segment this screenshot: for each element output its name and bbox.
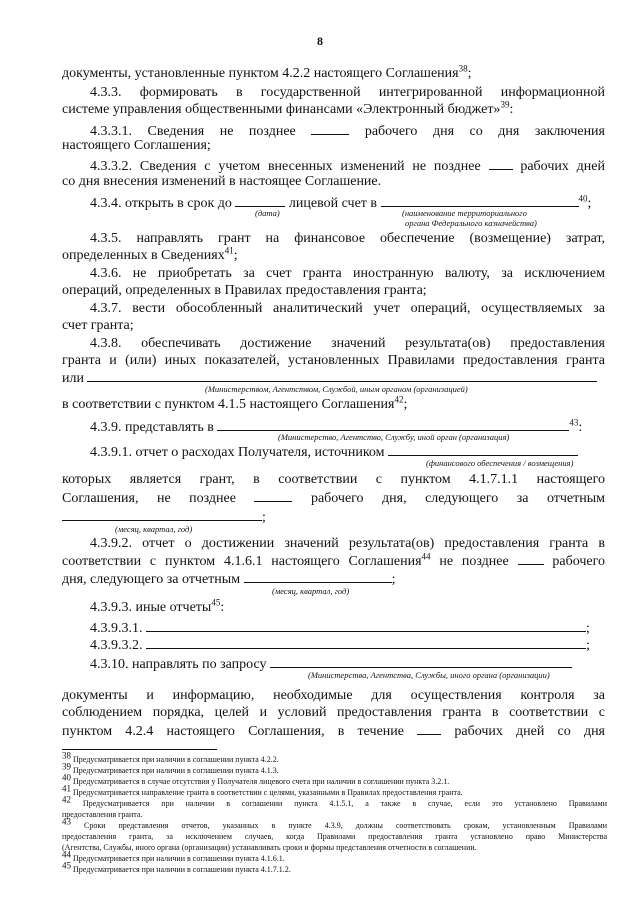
footnote-ref: 42	[394, 394, 404, 405]
field-caption: (Министерством, Агентством, Службой, иным органом (организацией)	[205, 384, 468, 394]
field-caption: (месяц, квартал, год)	[115, 524, 193, 534]
text-line: документы и информацию, необходимые для осуществления контроля за	[62, 688, 605, 703]
footnote: $^{43}$ Сроки представления отчетов, указанных в пункте 4.3.9, должны соответствовать срокам, установленным Правилами	[62, 816, 607, 830]
text-line: 4.3.3.2. Сведения с учетом внесенных изменений не позднее рабочих дней	[90, 159, 605, 174]
text-line: ;	[62, 508, 266, 526]
footnote: $^{45}$ Предусматривается при наличии в соглашении пункта 4.1.7.1.2.	[62, 860, 291, 874]
footnote-cont: предоставления гранта, за исключением случаев, когда Правилами предоставления гранта установлено право Министерства	[62, 832, 607, 841]
field-caption: (дата)	[255, 208, 280, 218]
footnote-ref: 43	[569, 417, 579, 428]
text-line: 4.3.3.1. Сведения не позднее рабочего дня со дня заключения	[90, 124, 605, 139]
text-line: документы, установленные пунктом 4.2.2 настоящего Соглашения$^{38}$;	[62, 63, 472, 81]
text-line: настоящего Соглашения;	[62, 138, 211, 153]
blank-field	[270, 655, 572, 668]
page-number: 8	[317, 34, 323, 48]
text-line: 4.3.7. вести обособленный аналитический учет операций, осуществляемых за	[90, 301, 605, 316]
blank-field	[87, 369, 597, 382]
field-caption: (наименование территориального	[402, 208, 527, 218]
text-line: дня, следующего за отчетным ;	[62, 572, 396, 587]
blank-field	[146, 636, 586, 649]
blank-field	[381, 194, 579, 207]
text-line: пунктом 4.2.4 настоящего Соглашения, в течение рабочих дней со дня	[62, 724, 606, 739]
text-line: 4.3.9.1. отчет о расходах Получателя, источником	[90, 443, 578, 461]
blank-field	[235, 194, 285, 207]
text-line: 4.3.9.3.2. ;	[90, 638, 590, 653]
field-caption: (Министерства, Агентства, Службы, иного органа (организации)	[308, 670, 550, 680]
blank-field	[254, 489, 292, 502]
text-line: которых является грант, в соответствии с пунктом 4.1.7.1.1 настоящего	[62, 472, 605, 487]
field-caption: органа Федерального казначейства)	[405, 218, 537, 228]
blank-field	[244, 570, 392, 583]
text-line: со дня внесения изменений в настоящее Соглашение.	[62, 174, 382, 189]
text-line: в соответствии с пунктом 4.1.5 настоящего Соглашения$^{42}$;	[62, 394, 408, 412]
text-line: соблюдением порядка, целей и условий предоставления гранта в соответствии с	[62, 705, 605, 720]
blank-field	[518, 552, 544, 565]
text-line: 4.3.6. не приобретать за счет гранта иностранную валюту, за исключением	[90, 266, 605, 281]
text-line: 4.3.10. направлять по запросу	[90, 655, 572, 673]
blank-field	[217, 418, 569, 431]
footnote-ref: 38	[458, 63, 468, 74]
footnote: $^{40}$ Предусматривается в случае отсутствия у Получателя лицевого счета при наличии в соглашении пункта 3.2.1.	[62, 772, 450, 786]
text-line: 4.3.5. направлять грант на финансовое обеспечение (возмещение) затрат,	[90, 231, 605, 246]
footnote-ref: 40	[578, 193, 588, 204]
field-caption: (финансового обеспечения / возмещения)	[426, 458, 574, 468]
text-line: определенных в Сведениях$^{41}$;	[62, 245, 238, 263]
footnote-separator	[62, 749, 217, 750]
footnote-cont: (Агентства, Службы, иного органа (организации) устанавливать сроки и формы представления отчетности в соглашении.	[62, 843, 477, 852]
footnote: $^{41}$ Предусматривается направление гранта в соответствии с целями, указанными в Правилах предоставления гранта.	[62, 783, 463, 797]
field-caption: (месяц, квартал, год)	[272, 586, 350, 596]
blank-field	[311, 122, 349, 135]
footnote: $^{38}$ Предусматривается при наличии в соглашении пункта 4.2.2.	[62, 750, 279, 764]
text-line: 4.3.9. представлять в $^{43}$:	[90, 417, 583, 435]
footnote-ref: 44	[421, 551, 431, 562]
blank-field	[489, 157, 513, 170]
blank-field	[62, 508, 262, 521]
text-line: счет гранта;	[62, 318, 134, 333]
text-line: гранта и (или) иных показателей, установленных Правилами предоставления гранта	[62, 353, 605, 368]
blank-field	[417, 722, 441, 735]
blank-field	[388, 443, 578, 456]
footnote-ref: 39	[500, 99, 510, 110]
text-line: 4.3.4. открыть в срок до лицевой счет в $^{40}$;	[90, 193, 592, 211]
text-line: системе управления общественными финансами «Электронный бюджет»$^{39}$:	[62, 99, 514, 117]
field-caption: (Министерство, Агентство, Службу, иной орган (организация)	[278, 432, 510, 442]
text-line: 4.3.8. обеспечивать достижение значений результата(ов) предоставления	[90, 336, 605, 351]
footnote-ref: 41	[224, 245, 234, 256]
footnote: $^{42}$ Предусматривается при наличии в соглашении пункта 4.1.5.1, а также в случае, если это установлено Правилами	[62, 794, 607, 808]
text-line: Соглашения, не позднее рабочего дня, следующего за отчетным	[62, 491, 606, 506]
text-line: 4.3.9.3.1. ;	[90, 621, 590, 636]
text-line: 4.3.9.3. иные отчеты$^{45}$:	[90, 597, 225, 615]
footnote: $^{39}$ Предусматривается при наличии в соглашении пункта 4.1.3.	[62, 761, 279, 775]
text-line: операций, определенных в Правилах предоставления гранта;	[62, 283, 427, 298]
blank-field	[146, 619, 586, 632]
text-line: соответствии с пунктом 4.1.6.1 настоящего Соглашения$^{44}$ не позднее рабочего	[62, 551, 606, 569]
text-line: 4.3.9.2. отчет о достижении значений результата(ов) предоставления гранта в	[90, 536, 605, 551]
text-line: или	[62, 369, 597, 387]
footnote-cont: предоставления гранта.	[62, 810, 143, 819]
footnote: $^{44}$ Предусматривается при наличии в соглашении пункта 4.1.6.1.	[62, 849, 285, 863]
footnote-ref: 45	[211, 597, 221, 608]
text-line: 4.3.3. формировать в государственной интегрированной информационной	[90, 85, 605, 100]
